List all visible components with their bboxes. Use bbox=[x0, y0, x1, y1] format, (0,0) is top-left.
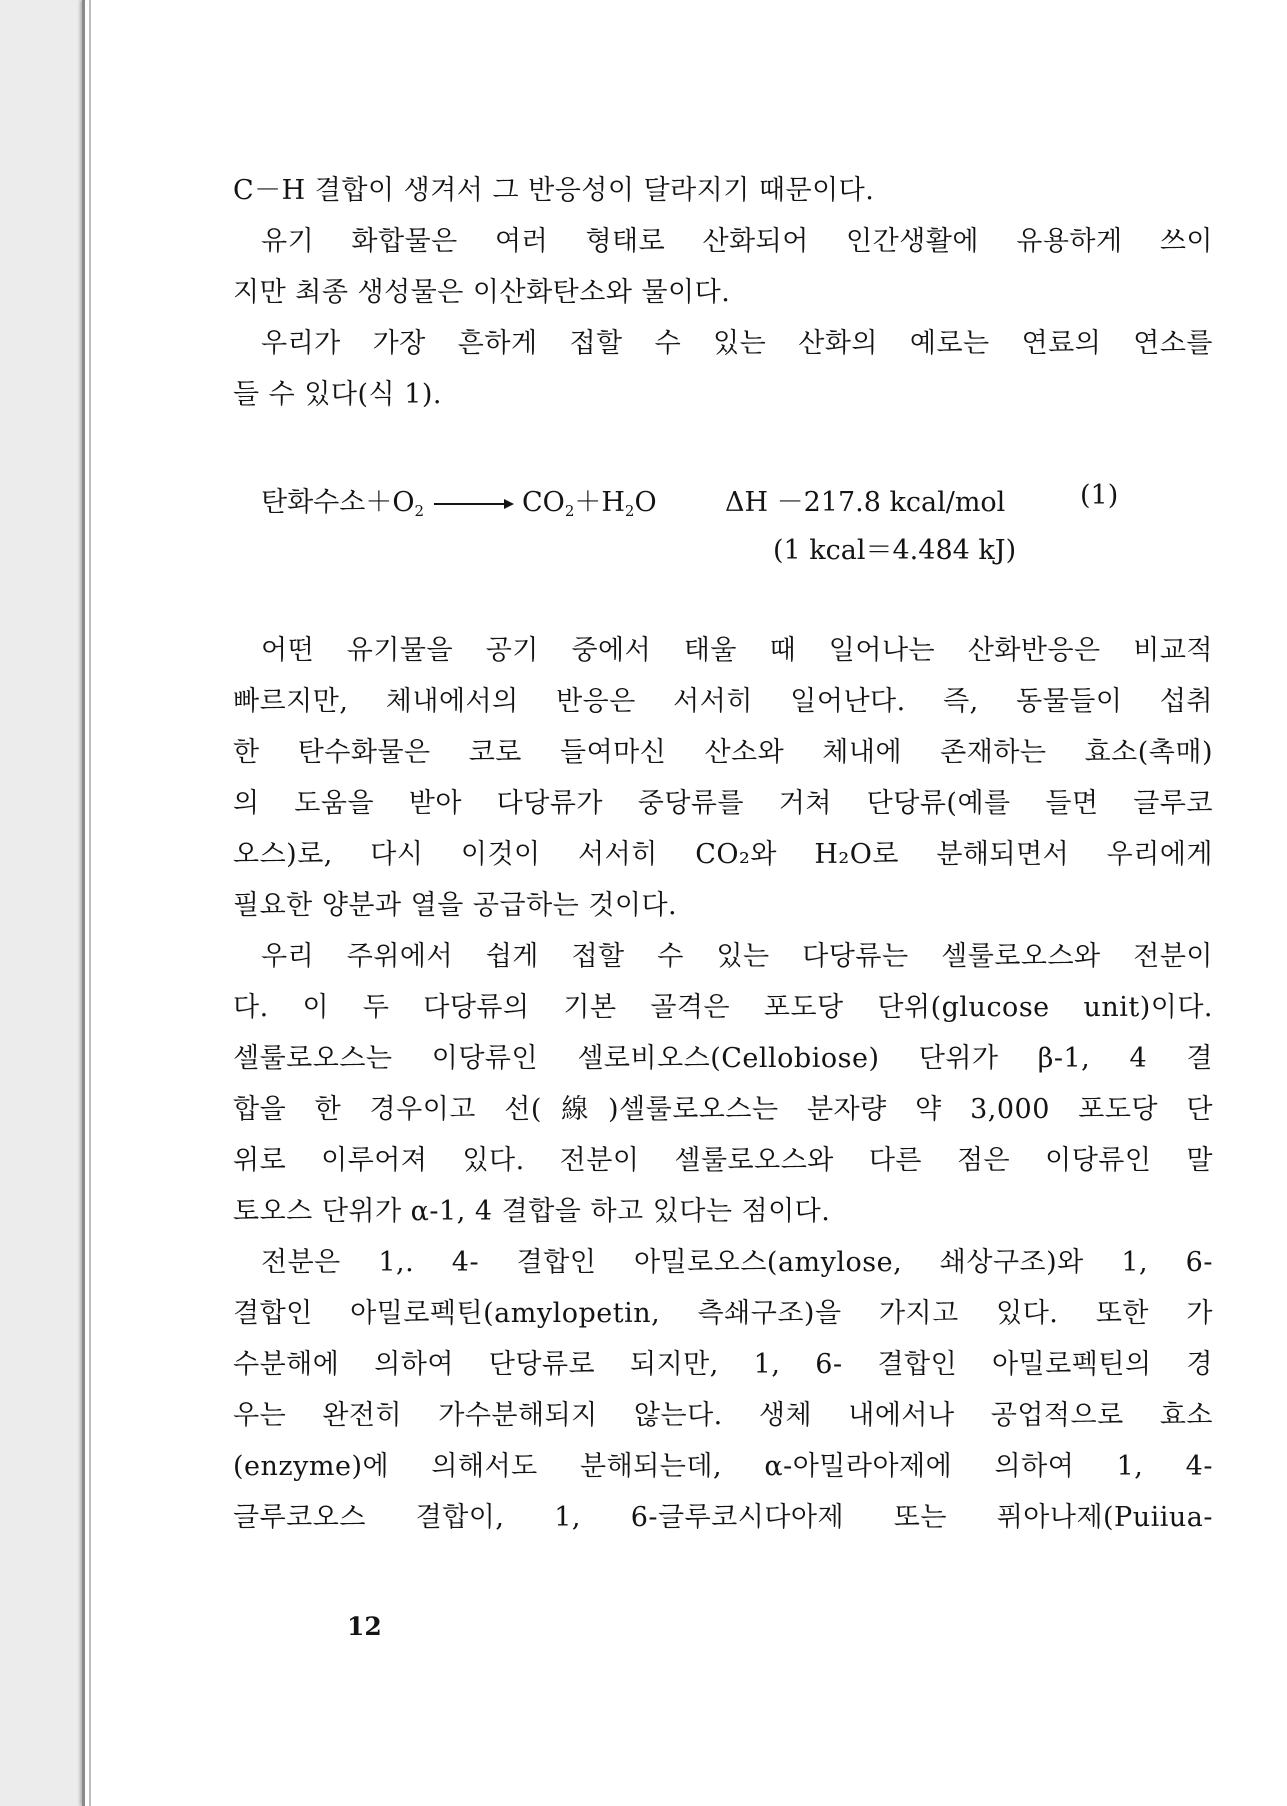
text-line: 우는 완전히 가수분해되지 않는다. 생체 내에서나 공업적으로 효소 bbox=[233, 1400, 1213, 1431]
text-line: 전분은 1,. 4- 결합인 아밀로오스(amylose, 쇄상구조)와 1, 6- bbox=[261, 1247, 1213, 1278]
text-line: 우리 주위에서 쉽게 접할 수 있는 다당류는 셀룰로오스와 전분이 bbox=[261, 941, 1213, 972]
reaction-arrow-icon bbox=[434, 503, 512, 505]
page-number: 12 bbox=[347, 1612, 382, 1641]
text-line: 다. 이 두 다당류의 기본 골격은 포도당 단위(glucose unit)이다. bbox=[233, 992, 1213, 1023]
text-line: 들 수 있다(식 1). bbox=[233, 379, 442, 410]
book-page bbox=[82, 0, 1287, 1806]
equation-enthalpy: ΔH －217.8 kcal/mol bbox=[725, 487, 1006, 518]
text-line: C－H 결합이 생겨서 그 반응성이 달라지기 때문이다. bbox=[233, 175, 875, 206]
text-line: 수분해에 의하여 단당류로 되지만, 1, 6- 결합인 아밀로펙틴의 경 bbox=[233, 1349, 1213, 1380]
text-block-top bbox=[233, 165, 1213, 420]
text-line: 우리가 가장 흔하게 접할 수 있는 산화의 예로는 연료의 연소를 bbox=[261, 328, 1213, 359]
text-line: 합을 한 경우이고 선(線)셀룰로오스는 분자량 약 3,000 포도당 단 bbox=[233, 1094, 1213, 1125]
text-line: 필요한 양분과 열을 공급하는 것이다. bbox=[233, 890, 678, 921]
text-line: 토오스 단위가 α-1, 4 결합을 하고 있다는 점이다. bbox=[233, 1196, 831, 1227]
text-line: 지만 최종 생성물은 이산화탄소와 물이다. bbox=[233, 277, 731, 308]
text-line: 어떤 유기물을 공기 중에서 태울 때 일어나는 산화반응은 비교적 bbox=[261, 635, 1213, 666]
text-line: 빠르지만, 체내에서의 반응은 서서히 일어난다. 즉, 동물들이 섭취 bbox=[233, 686, 1213, 717]
equation-number: (1) bbox=[1080, 480, 1119, 511]
text-line: 유기 화합물은 여러 형태로 산화되어 인간생활에 유용하게 쓰이 bbox=[261, 226, 1213, 257]
text-block-bottom bbox=[233, 625, 1213, 1543]
text-line: 글루코오스 결합이, 1, 6-글루코시다아제 또는 퓌아나제(Puiiua- bbox=[233, 1502, 1213, 1533]
text-line: (enzyme)에 의해서도 분해되는데, α-아밀라아제에 의하여 1, 4- bbox=[233, 1451, 1213, 1482]
text-line: 한 탄수화물은 코로 들여마신 산소와 체내에 존재하는 효소(촉매) bbox=[233, 737, 1213, 768]
text-line: 의 도움을 받아 다당류가 중당류를 거쳐 단당류(예를 들면 글루코 bbox=[233, 788, 1213, 819]
text-line: 위로 이루어져 있다. 전분이 셀룰로오스와 다른 점은 이당류인 말 bbox=[233, 1145, 1213, 1176]
text-line: 셀룰로오스는 이당류인 셀로비오스(Cellobiose) 단위가 β-1, 4 결 bbox=[233, 1043, 1213, 1074]
equation-unit-note: (1 kcal＝4.484 kJ) bbox=[773, 535, 1017, 566]
equation-lhs: 탄화수소$+O_2$ $CO_2+H_2O$ bbox=[261, 487, 657, 520]
text-line: 결합인 아밀로펙틴(amylopetin, 측쇄구조)을 가지고 있다. 또한 가 bbox=[233, 1298, 1213, 1329]
text-line: 오스)로, 다시 이것이 서서히 CO₂와 H₂O로 분해되면서 우리에게 bbox=[233, 839, 1213, 870]
